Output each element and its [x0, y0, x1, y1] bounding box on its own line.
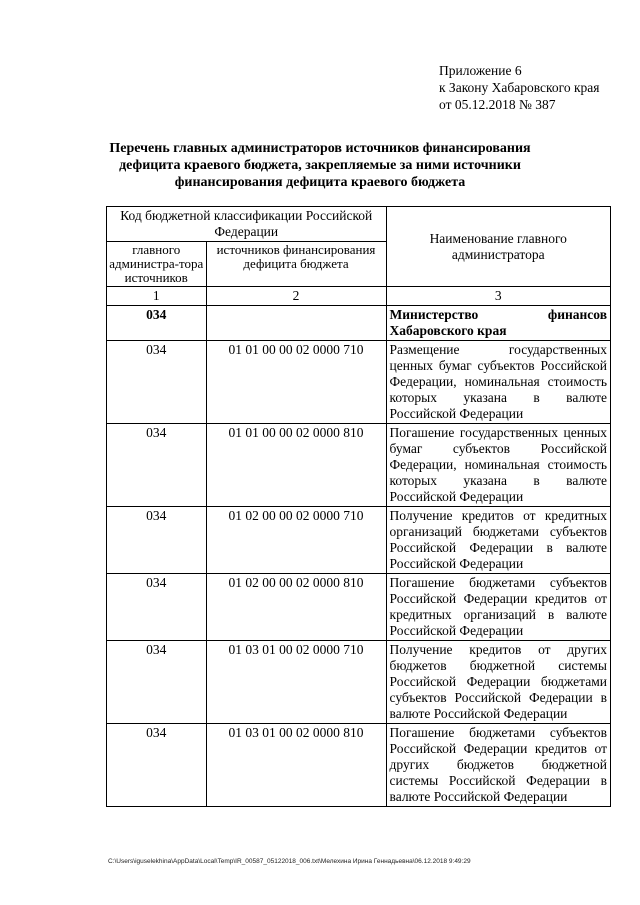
table-row	[107, 507, 611, 574]
table-row	[107, 341, 611, 424]
source-name-cell: Получение кредитов от других бюджетов бюджетной системы Российской Федерации бюджетами субъектов Российской Федерации в валюте Российской Федерации	[386, 641, 610, 724]
table-row	[107, 641, 611, 724]
source-name-cell: Погашение государственных ценных бумаг субъектов Российской Федерации, номинальная стоимость которых указана в валюте Российской Федерации	[386, 424, 610, 507]
source-name-cell: Погашение бюджетами субъектов Российской Федерации кредитов от кредитных организаций в валюте Российской Федерации	[386, 574, 610, 641]
admin-code-cell: 034	[107, 574, 207, 641]
table-row	[107, 424, 611, 507]
approval-line-law: к Закону Хабаровского края	[439, 80, 600, 95]
source-code-cell: 01 02 00 00 02 0000 710	[206, 507, 386, 574]
admin-code-cell: 034	[107, 724, 207, 807]
source-name-cell: Погашение бюджетами субъектов Российской Федерации кредитов от других бюджетов бюджетной системы Российской Федерации в валюте Российской Федерации	[386, 724, 610, 807]
admin-code-cell: 034	[107, 641, 207, 724]
source-code-cell: 01 01 00 00 02 0000 710	[206, 341, 386, 424]
header-budget-code: Код бюджетной классификации Российской Федерации	[107, 207, 387, 242]
table-row	[107, 306, 611, 341]
admin-code-cell: 034	[107, 424, 207, 507]
document-title: Перечень главных администраторов источников финансирования дефицита краевого бюджета, закрепляемые за ними источники финансирования дефицита краевого бюджета	[109, 141, 531, 190]
admin-code-cell: 034	[107, 507, 207, 574]
header-admin-code: главного администра-тора источников	[107, 242, 207, 287]
source-code-cell: 01 01 00 00 02 0000 810	[206, 424, 386, 507]
admin-code-cell: 034	[107, 341, 207, 424]
approval-line-appendix: Приложение 6	[439, 63, 522, 78]
admin-code-cell: 034	[107, 306, 207, 341]
approval-line-date: от 05.12.2018 № 387	[439, 97, 556, 112]
header-source-code: источников финансирования дефицита бюджета	[206, 242, 386, 287]
header-admin-name: Наименование главного администратора	[386, 207, 610, 287]
column-numbers-row	[107, 287, 611, 306]
source-name-cell: Размещение государственных ценных бумаг субъектов Российской Федерации, номинальная стоимость которых указана в валюте Российской Федерации	[386, 341, 610, 424]
source-name-cell: Получение кредитов от кредитных организаций бюджетами субъектов Российской Федерации в валюте Российской Федерации	[386, 507, 610, 574]
administrators-table	[106, 206, 611, 807]
table-row	[107, 574, 611, 641]
source-code-cell: 01 03 01 00 02 0000 810	[206, 724, 386, 807]
column-number: 2	[206, 287, 386, 306]
file-path-footer: C:\Users\iguselekhina\AppData\Local\Temp\IR_00587_05122018_006.txt\Мелехина Ирина Геннадьевна\06.12.2018 9:49:29	[108, 858, 471, 865]
approval-note	[439, 62, 600, 113]
source-code-cell: 01 02 00 00 02 0000 810	[206, 574, 386, 641]
admin-name-cell: Министерство финансов Хабаровского края	[386, 306, 610, 341]
table-row	[107, 724, 611, 807]
column-number: 3	[386, 287, 610, 306]
source-code-cell: 01 03 01 00 02 0000 710	[206, 641, 386, 724]
source-code-cell	[206, 306, 386, 341]
column-number: 1	[107, 287, 207, 306]
header-row	[107, 207, 611, 242]
